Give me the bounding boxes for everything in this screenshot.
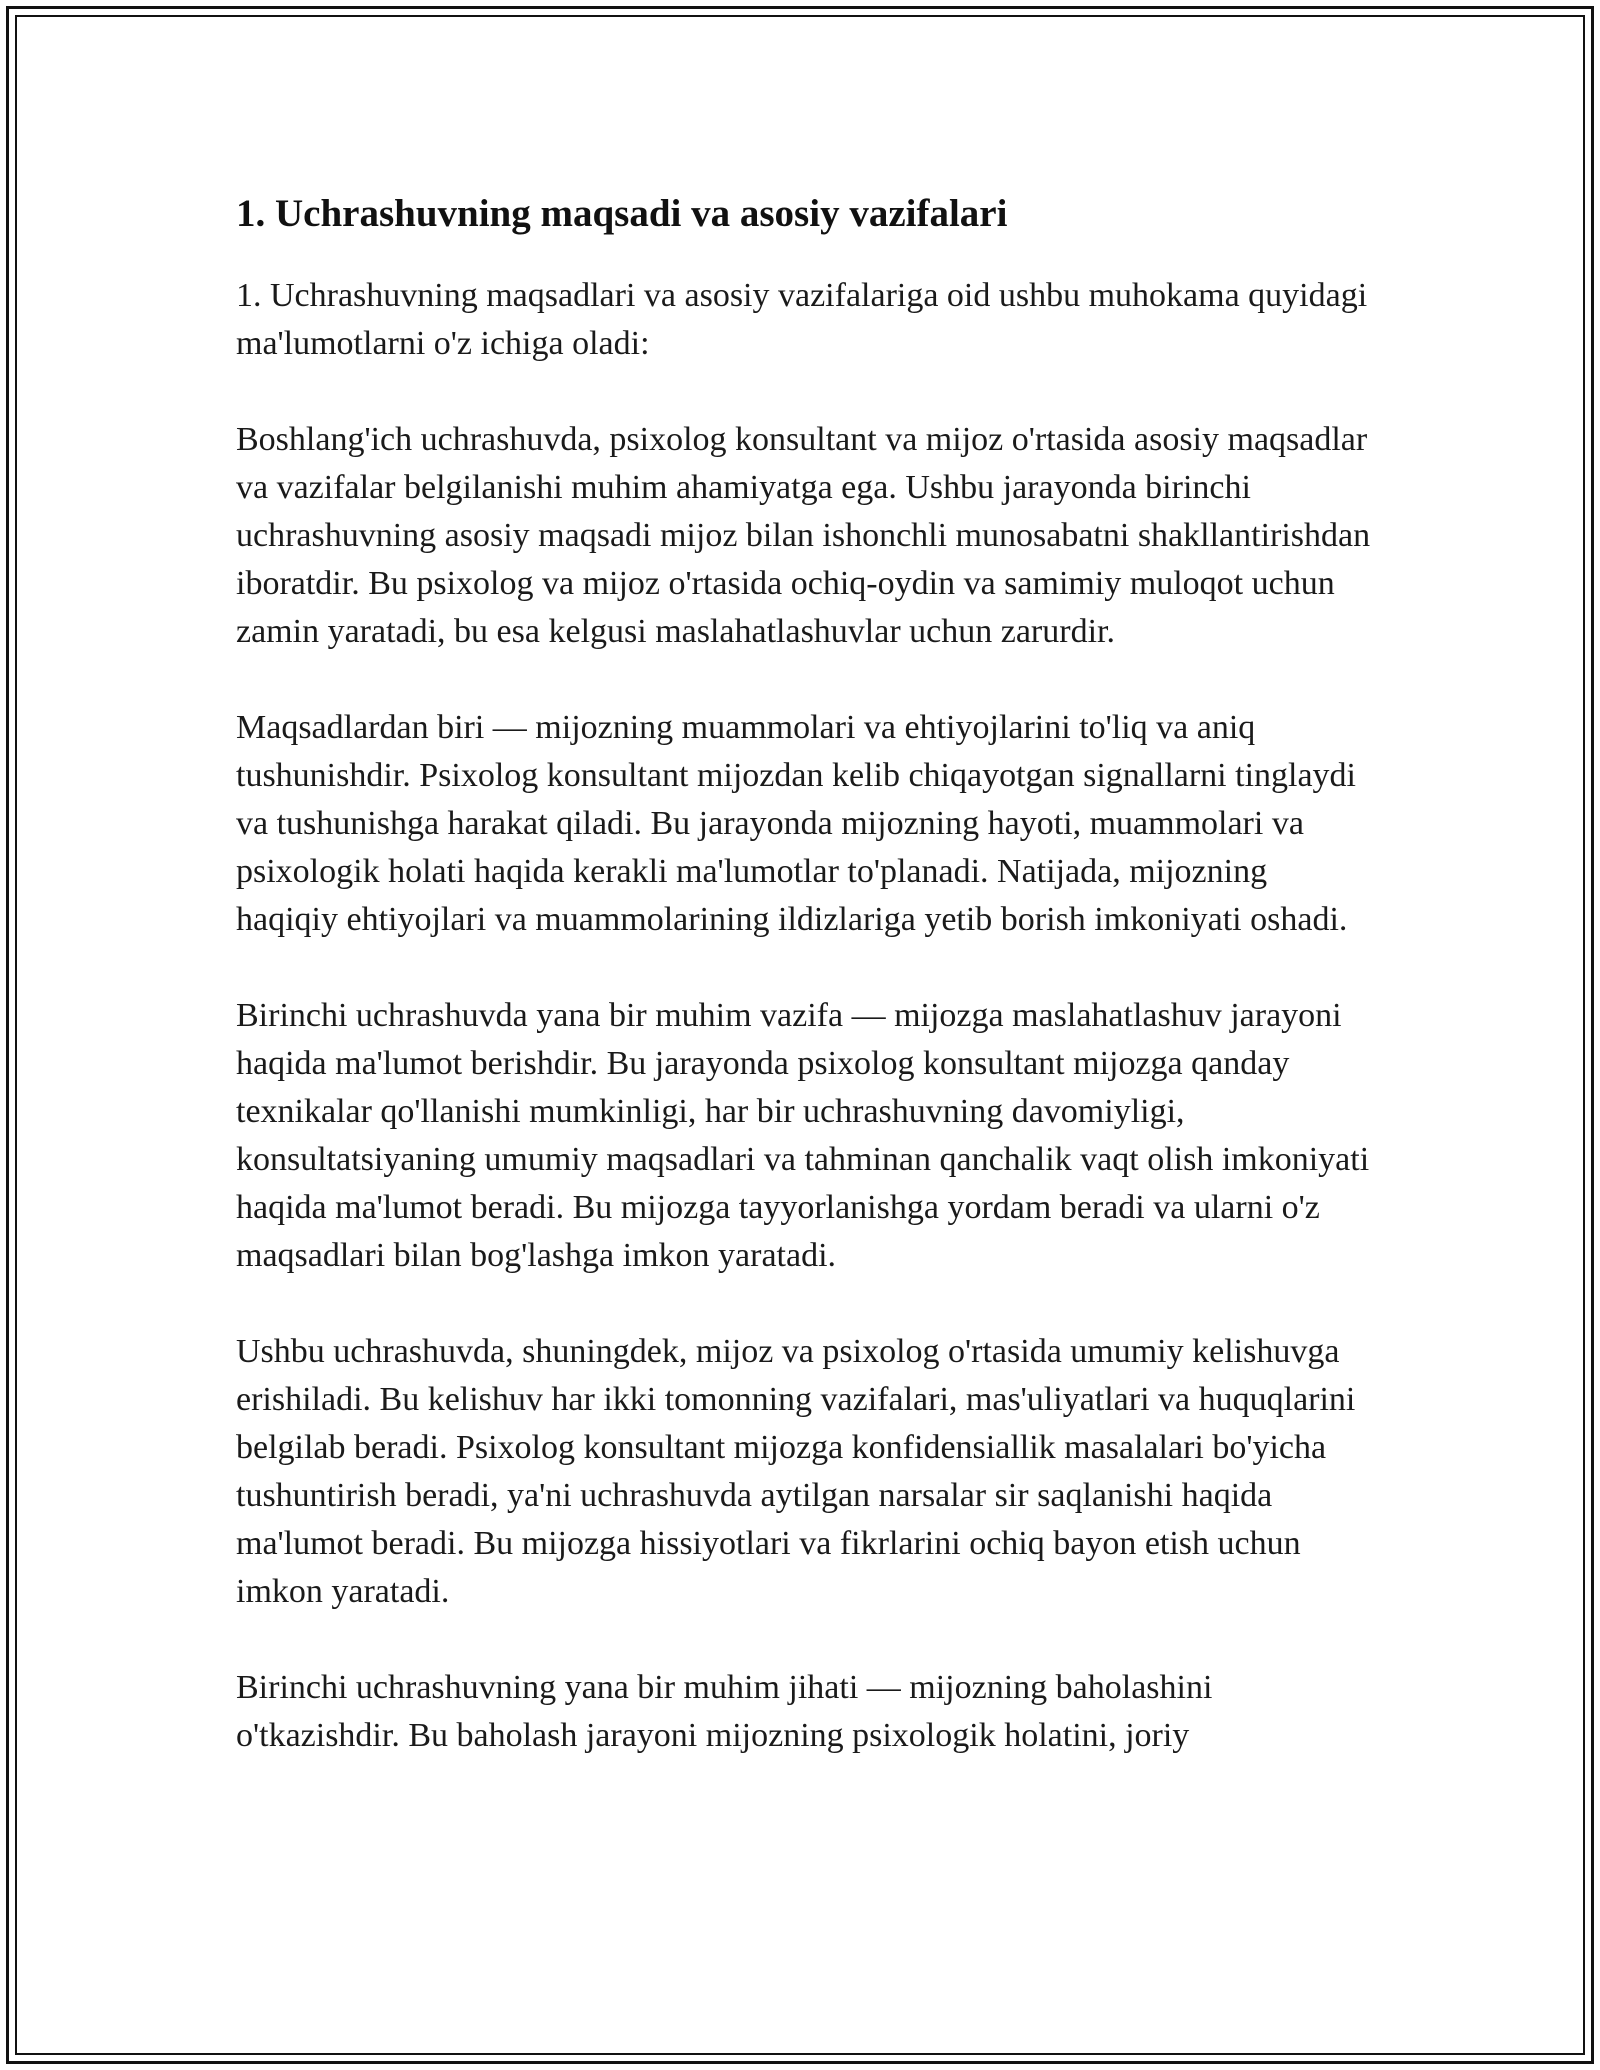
paragraph-agreement: Ushbu uchrashuvda, shuningdek, mijoz va psixolog o'rtasida umumiy kelishuvga erishiladi. Bu kelishuv har ikki tomonning vazifalari, mas'uliyatlari va huquqlarini belgilab beradi. Psixolog konsultant mijozga konfidensiallik masalalari bo'yicha tushuntirish beradi, ya'ni uchrashuvda aytilgan narsalar sir saqlanishi haqida ma'lumot beradi. Bu mijozga hissiyotlari va fikrlarini ochiq bayon etish uchun imkon yaratadi. bbox=[236, 1333, 1356, 1610]
section-heading: 1. Uchrashuvning maqsadi va asosiy vazifalari bbox=[236, 192, 1008, 235]
paragraph-assessment: Birinchi uchrashuvning yana bir muhim jihati — mijozning baholashini o'tkazishdir. Bu baholash jarayoni mijozning psixologik holatini, joriy bbox=[236, 1669, 1213, 1754]
document-body bbox=[236, 190, 1376, 1808]
paragraph-trust-relationship: Boshlang'ich uchrashuvda, psixolog konsultant va mijoz o'rtasida asosiy maqsadlar va vazifalar belgilanishi muhim ahamiyatga ega. Ushbu jarayonda birinchi uchrashuvning asosiy maqsadi mijoz bilan ishonchli munosabatni shakllantirishdan iboratdir. Bu psixolog va mijoz o'rtasida ochiq-oydin va samimiy muloqot uchun zamin yaratadi, bu esa kelgusi maslahatlashuvlar uchun zarurdir. bbox=[236, 421, 1371, 650]
paragraph-process-info: Birinchi uchrashuvda yana bir muhim vazifa — mijozga maslahatlashuv jarayoni haqida ma'lumot berishdir. Bu jarayonda psixolog konsultant mijozga qanday texnikalar qo'llanishi mumkinligi, har bir uchrashuvning davomiyligi, konsultatsiyaning umumiy maqsadlari va tahminan qanchalik vaqt olish imkoniyati haqida ma'lumot beradi. Bu mijozga tayyorlanishga yordam beradi va ularni o'z maqsadlari bilan bog'lashga imkon yaratadi. bbox=[236, 997, 1370, 1274]
paragraph-client-needs: Maqsadlardan biri — mijozning muammolari va ehtiyojlarini to'liq va aniq tushunishdir. Psixolog konsultant mijozdan kelib chiqayotgan signallarni tinglaydi va tushunishga harakat qiladi. Bu jarayonda mijozning hayoti, muammolari va psixologik holati haqida kerakli ma'lumotlar to'planadi. Natijada, mijozning haqiqiy ehtiyojlari va muammolarining ildizlariga yetib borish imkoniyati oshadi. bbox=[236, 709, 1357, 938]
intro-paragraph: 1. Uchrashuvning maqsadlari va asosiy vazifalariga oid ushbu muhokama quyidagi ma'lumotlarni o'z ichiga oladi: bbox=[236, 277, 1368, 362]
